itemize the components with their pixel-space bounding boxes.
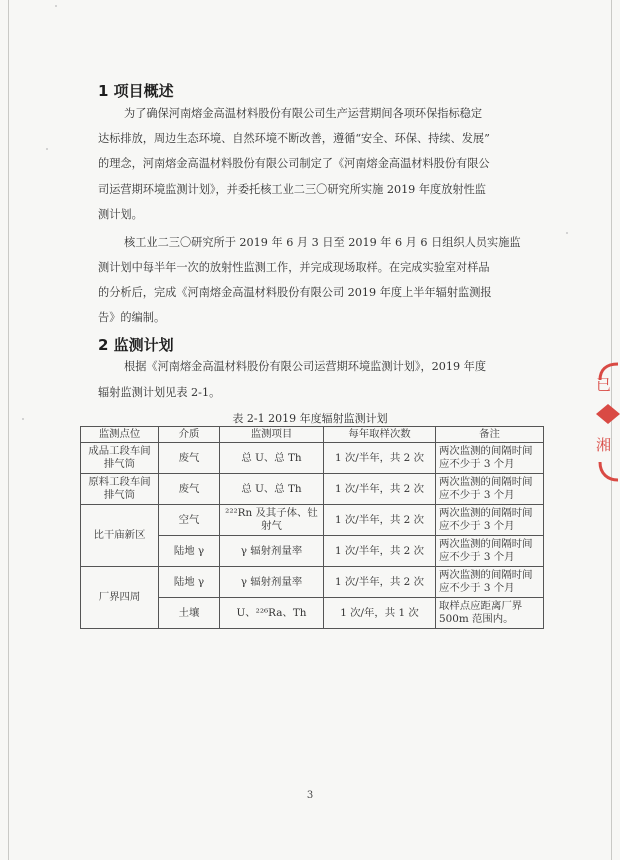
cell-item: U、²²⁶Ra、Th [220, 598, 324, 629]
cell-location: 成品工段车间排气筒 [81, 443, 159, 474]
para2-line-1: 核工业二三〇研究所于 2019 年 6 月 3 日至 2019 年 6 月 6 日组织人员实施监 [124, 236, 521, 249]
cell-location: 原料工段车间排气筒 [81, 474, 159, 505]
para1-line-1: 为了确保河南熔金高温材料股份有限公司生产运营期间各项环保指标稳定 [124, 107, 483, 120]
cell-item: ²²²Rn 及其子体、钍射气 [220, 505, 324, 536]
header-medium: 介质 [159, 427, 220, 443]
section-1-heading: 1 项目概述 [98, 82, 174, 100]
scan-speck [55, 5, 57, 7]
cell-medium: 空气 [159, 505, 220, 536]
page-number: 3 [306, 790, 314, 801]
cell-frequency: 1 次/半年，共 2 次 [324, 443, 436, 474]
para2-line-3: 的分析后，完成《河南熔金高温材料股份有限公司 2019 年度上半年辐射监测报 [98, 286, 492, 299]
cell-item: 总 U、总 Th [220, 443, 324, 474]
red-seal-stamp-icon [588, 358, 620, 488]
cell-medium: 废气 [159, 474, 220, 505]
para1-line-3: 的理念，河南熔金高温材料股份有限公司制定了《河南熔金高温材料股份有限公 [98, 157, 490, 170]
scan-speck [46, 148, 48, 150]
cell-frequency: 1 次/半年，共 2 次 [324, 536, 436, 567]
monitoring-plan-table [80, 426, 544, 629]
para2-line-2: 测计划中每半年一次的放射性监测工作，并完成现场取样。在完成实验室对样品 [98, 261, 490, 274]
table-row [81, 443, 544, 474]
cell-frequency: 1 次/年，共 1 次 [324, 598, 436, 629]
stamp-diamond-icon [596, 404, 620, 424]
cell-item: γ 辐射剂量率 [220, 567, 324, 598]
para1-line-5: 测计划。 [98, 208, 143, 221]
cell-medium: 陆地 γ [159, 567, 220, 598]
table-caption: 表 2-1 2019 年度辐射监测计划 [232, 412, 388, 425]
cell-item: 总 U、总 Th [220, 474, 324, 505]
cell-note: 两次监测的间隔时间应不少于 3 个月 [436, 536, 544, 567]
cell-location: 比干庙新区 [81, 505, 159, 567]
table-header-row [81, 427, 544, 443]
section2-line-1: 根据《河南熔金高温材料股份有限公司运营期环境监测计划》，2019 年度 [124, 360, 487, 373]
header-frequency: 每年取样次数 [324, 427, 436, 443]
scan-speck [22, 418, 24, 420]
para1-line-2: 达标排放，周边生态环境、自然环境不断改善，遵循“安全、环保、持续、发展” [98, 132, 490, 145]
table-row [81, 474, 544, 505]
cell-note: 取样点应距离厂界 500m 范围内。 [436, 598, 544, 629]
cell-medium: 陆地 γ [159, 536, 220, 567]
cell-frequency: 1 次/半年，共 2 次 [324, 505, 436, 536]
cell-medium: 废气 [159, 443, 220, 474]
cell-frequency: 1 次/半年，共 2 次 [324, 474, 436, 505]
cell-note: 两次监测的间隔时间应不少于 3 个月 [436, 474, 544, 505]
cell-item: γ 辐射剂量率 [220, 536, 324, 567]
cell-note: 两次监测的间隔时间应不少于 3 个月 [436, 505, 544, 536]
header-item: 监测项目 [220, 427, 324, 443]
scan-speck [566, 232, 568, 234]
stamp-char-2: 湘 [596, 436, 612, 454]
header-note: 备注 [436, 427, 544, 443]
cell-location: 厂界四周 [81, 567, 159, 629]
cell-medium: 土壤 [159, 598, 220, 629]
cell-note: 两次监测的间隔时间应不少于 3 个月 [436, 567, 544, 598]
cell-frequency: 1 次/半年，共 2 次 [324, 567, 436, 598]
stamp-arc-bottom-icon [600, 462, 618, 480]
section-2-heading: 2 监测计划 [98, 336, 174, 354]
cell-note: 两次监测的间隔时间应不少于 3 个月 [436, 443, 544, 474]
scan-edge-left [8, 0, 9, 860]
header-location: 监测点位 [81, 427, 159, 443]
section2-line-2: 辐射监测计划见表 2-1。 [98, 386, 221, 399]
stamp-char-1: 已 [596, 376, 612, 394]
table-row [81, 505, 544, 536]
table-row [81, 567, 544, 598]
para2-line-4: 告》的编制。 [98, 311, 166, 324]
para1-line-4: 司运营期环境监测计划》，并委托核工业二三〇研究所实施 2019 年度放射性监 [98, 183, 486, 196]
